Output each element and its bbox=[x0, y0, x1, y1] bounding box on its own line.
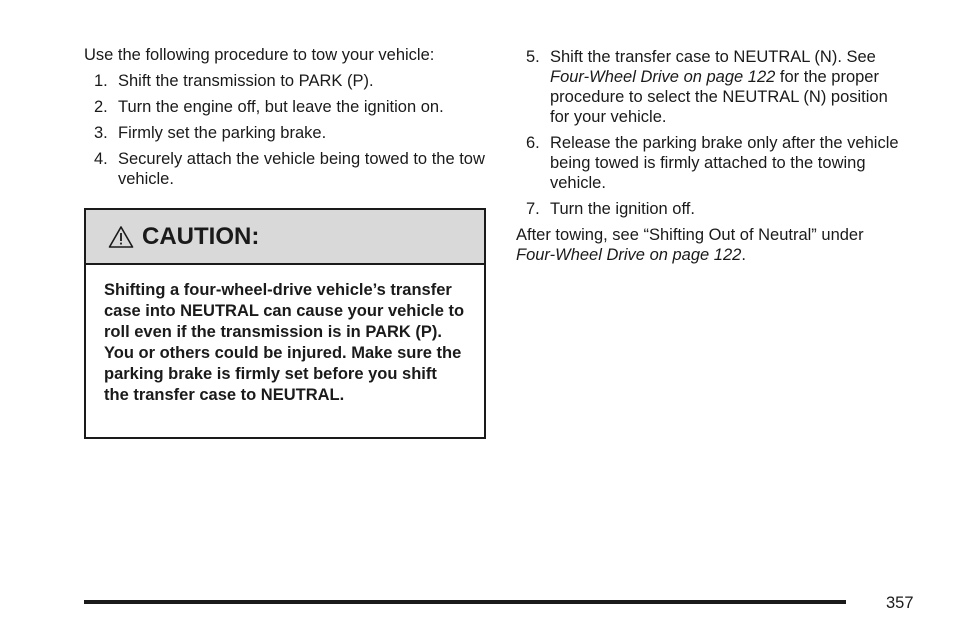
caution-title: CAUTION: bbox=[142, 222, 260, 250]
step-text: Turn the engine off, but leave the ignition on. bbox=[118, 98, 444, 116]
step-number: 1. bbox=[94, 72, 108, 90]
list-item bbox=[516, 133, 906, 193]
step-number: 6. bbox=[526, 134, 540, 152]
page-reference: Four-Wheel Drive on page 122 bbox=[516, 246, 742, 264]
step-text: Securely attach the vehicle being towed to the tow vehicle. bbox=[118, 150, 485, 188]
after-text-post: . bbox=[741, 246, 746, 264]
step-number: 4. bbox=[94, 150, 108, 168]
step-text-pre: Shift the transfer case to NEUTRAL (N). See bbox=[550, 48, 876, 66]
left-column bbox=[84, 45, 488, 195]
list-item bbox=[84, 149, 488, 189]
step-text-post: for the proper procedure to select the NEUTRAL (N) position for your vehicle. bbox=[550, 68, 888, 126]
step-number: 3. bbox=[94, 124, 108, 142]
step-text: Shift the transmission to PARK (P). bbox=[118, 72, 374, 90]
step-number: 2. bbox=[94, 98, 108, 116]
towing-steps-list bbox=[84, 71, 488, 189]
caution-box bbox=[84, 208, 486, 439]
list-item bbox=[84, 123, 488, 143]
step-text: Turn the ignition off. bbox=[550, 200, 695, 218]
list-item bbox=[516, 47, 906, 127]
page-reference: Four-Wheel Drive on page 122 bbox=[550, 68, 776, 86]
list-item bbox=[516, 199, 906, 219]
towing-steps-list-continued bbox=[516, 47, 906, 219]
warning-triangle-icon bbox=[108, 225, 134, 249]
right-column bbox=[516, 47, 906, 282]
step-number: 7. bbox=[526, 200, 540, 218]
list-item bbox=[84, 71, 488, 91]
footer-rule bbox=[84, 600, 846, 604]
caution-header bbox=[86, 210, 484, 265]
step-number: 5. bbox=[526, 48, 540, 66]
list-item bbox=[84, 97, 488, 117]
step-text: Release the parking brake only after the vehicle being towed is firmly attached to the towing vehicle. bbox=[550, 134, 899, 192]
caution-body: Shifting a four-wheel-drive vehicle’s transfer case into NEUTRAL can cause your vehicle to roll even if the transmission is in PARK (P). You or others could be injured. Make sure the parking brake is firmly set before you shift the transfer case to NEUTRAL. bbox=[104, 281, 465, 404]
intro-text: Use the following procedure to tow your vehicle: bbox=[84, 46, 435, 64]
after-towing-text bbox=[516, 225, 906, 265]
page-number: 357 bbox=[886, 594, 914, 612]
step-text: Firmly set the parking brake. bbox=[118, 124, 327, 142]
after-text-pre: After towing, see “Shifting Out of Neutral” under bbox=[516, 226, 864, 244]
